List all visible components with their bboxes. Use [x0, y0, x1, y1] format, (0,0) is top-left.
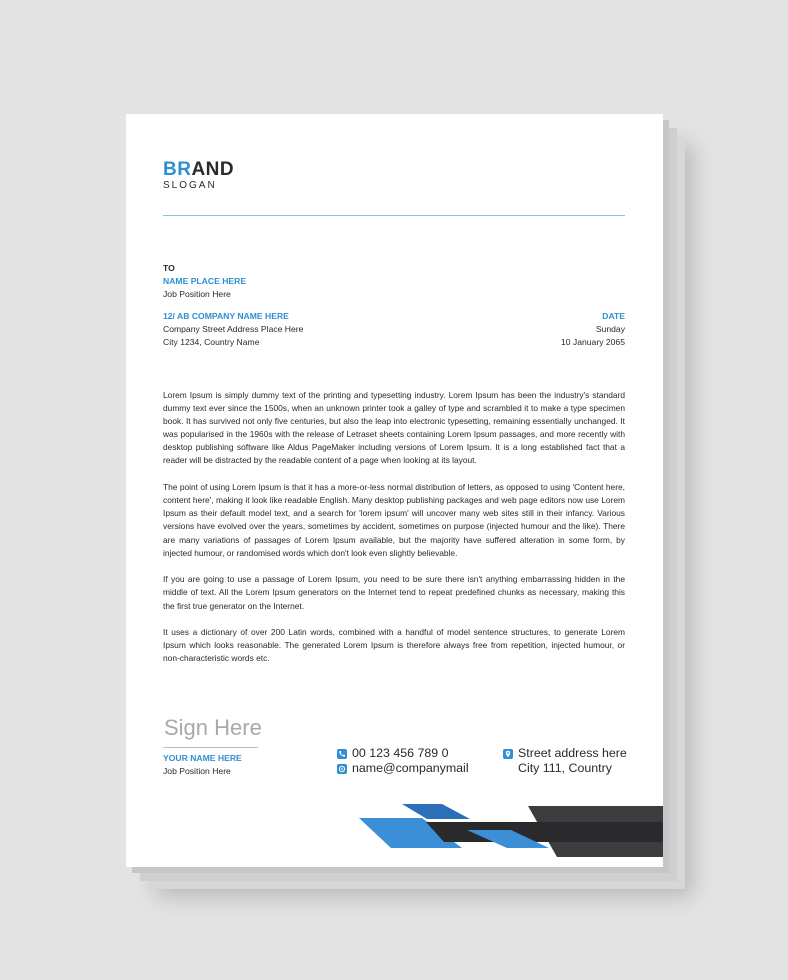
body-paragraph: If you are going to use a passage of Lorem Ipsum, you need to be sure there isn't anything embarrassing hidden in the middle of text. All the Lorem Ipsum generators on the Internet tend to repeat predefined chunks as necessary, making this the first true generator on the Internet.	[163, 574, 625, 611]
footer-black-band	[426, 822, 663, 842]
body-paragraph: It uses a dictionary of over 200 Latin words, combined with a handful of model sentence structures, to generate Lorem Ipsum which looks reasonable. The generated Lorem Ipsum is therefore always free from repetition, injected humour, or non-characteristic words etc.	[163, 627, 625, 664]
signer-name: YOUR NAME HERE	[163, 753, 242, 763]
body-paragraph: The point of using Lorem Ipsum is that it has a more-or-less normal distribution of letters, as opposed to using 'Content here, content here', making it look like readable English. Many desktop publishing packages and web page editors now use Lorem Ipsum as their default model text, and a search for 'lorem ipsum' will uncover many web sites still in their infancy. Various versions have evolved over the years, sometimes by accident, sometimes on purpose (injected humour and the like). There are many variations of passages of Lorem Ipsum available, but the majority have suffered alteration in some form, by injected humour, or randomised words which don't look even slightly believable.	[163, 482, 625, 558]
company-name: 12/ AB COMPANY NAME HERE	[163, 311, 289, 321]
date-label: DATE	[602, 311, 625, 321]
date-day: Sunday	[595, 324, 625, 334]
footer-decoration	[126, 114, 663, 867]
letterhead-page	[126, 114, 663, 867]
signature-placeholder: Sign Here	[164, 715, 262, 740]
company-city: City 1234, Country Name	[163, 337, 260, 347]
email-text: name@companymail	[352, 761, 469, 775]
recipient-position: Job Position Here	[163, 289, 231, 299]
street-text: Street address here	[518, 746, 627, 760]
body-paragraph: Lorem Ipsum is simply dummy text of the printing and typesetting industry. Lorem Ipsum has been the industry's standard dummy text ever since the 1500s, when an unknown printer took a galley of type and scrambled it to make a type specimen book. It has survived not only five centuries, but also the leap into electronic typesetting, remaining essentially unchanged. It was popularised in the 1960s with the release of Letraset sheets containing Lorem Ipsum passages, and more recently with desktop publishing software like Aldus PageMaker including versions of Lorem Ipsum. It is a long established fact that a reader will be distracted by the readable content of a page when looking at its layout.	[163, 390, 625, 466]
footer-blue-band-back	[402, 804, 470, 819]
date-value: 10 January 2065	[560, 337, 625, 347]
company-street: Company Street Address Place Here	[163, 324, 304, 334]
signer-position: Job Position Here	[163, 766, 231, 776]
brand-slogan: SLOGAN	[163, 180, 217, 191]
phone-text: 00 123 456 789 0	[352, 746, 449, 760]
recipient-name: NAME PLACE HERE	[163, 276, 247, 286]
to-label: TO	[163, 263, 175, 273]
brand-name: BRAND	[163, 159, 235, 180]
city-text: City 111, Country	[518, 761, 612, 775]
